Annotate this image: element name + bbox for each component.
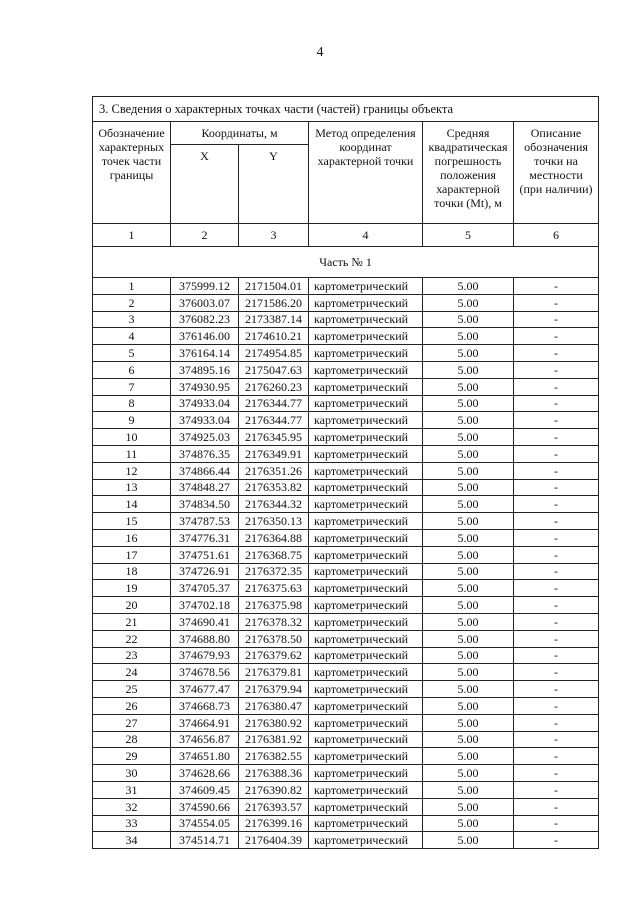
accuracy-cell: 5.00 [423,395,514,412]
y-coordinate-cell: 2176379.62 [239,647,309,664]
method-cell: картометрический [309,815,423,832]
method-cell: картометрический [309,395,423,412]
point-number-cell: 29 [93,748,171,765]
y-coordinate-cell: 2176388.36 [239,765,309,782]
accuracy-cell: 5.00 [423,529,514,546]
y-coordinate-cell: 2171586.20 [239,294,309,311]
page-number: 4 [316,45,324,60]
table-row [93,714,599,731]
table-row [93,798,599,815]
point-number-cell: 3 [93,311,171,328]
section-title: 3. Сведения о характерных точках части (частей) границы объекта [93,97,599,122]
header-point-designation: Обозначение характерных точек части границы [93,122,171,224]
method-cell: картометрический [309,529,423,546]
method-cell: картометрический [309,513,423,530]
accuracy-cell: 5.00 [423,513,514,530]
table-row [93,697,599,714]
description-cell: - [514,647,599,664]
x-coordinate-cell: 374933.04 [171,395,239,412]
column-number: 5 [423,224,514,247]
point-number-cell: 24 [93,664,171,681]
column-number: 2 [171,224,239,247]
y-coordinate-cell: 2176353.82 [239,479,309,496]
description-cell: - [514,597,599,614]
boundary-points-table [92,96,599,849]
x-coordinate-cell: 374895.16 [171,361,239,378]
table-row [93,580,599,597]
method-cell: картометрический [309,832,423,849]
y-coordinate-cell: 2176378.32 [239,613,309,630]
y-coordinate-cell: 2176380.92 [239,714,309,731]
description-cell: - [514,546,599,563]
method-cell: картометрический [309,412,423,429]
column-number: 4 [309,224,423,247]
point-number-cell: 4 [93,328,171,345]
y-coordinate-cell: 2176344.77 [239,412,309,429]
accuracy-cell: 5.00 [423,311,514,328]
accuracy-cell: 5.00 [423,731,514,748]
y-coordinate-cell: 2176375.63 [239,580,309,597]
accuracy-cell: 5.00 [423,798,514,815]
header-method: Метод определения координат характерной точки [309,122,423,224]
x-coordinate-cell: 374925.03 [171,429,239,446]
x-coordinate-cell: 376082.23 [171,311,239,328]
accuracy-cell: 5.00 [423,748,514,765]
table-row [93,748,599,765]
table-row [93,395,599,412]
x-coordinate-cell: 374933.04 [171,412,239,429]
x-coordinate-cell: 374848.27 [171,479,239,496]
description-cell: - [514,563,599,580]
table-row [93,412,599,429]
x-coordinate-cell: 374664.91 [171,714,239,731]
description-cell: - [514,697,599,714]
column-number: 3 [239,224,309,247]
point-number-cell: 21 [93,613,171,630]
table-row [93,647,599,664]
y-coordinate-cell: 2176260.23 [239,378,309,395]
method-cell: картометрический [309,445,423,462]
table-row [93,513,599,530]
accuracy-cell: 5.00 [423,580,514,597]
point-number-cell: 27 [93,714,171,731]
header-x: X [171,145,239,224]
x-coordinate-cell: 376164.14 [171,345,239,362]
method-cell: картометрический [309,630,423,647]
method-cell: картометрический [309,613,423,630]
x-coordinate-cell: 375999.12 [171,278,239,295]
accuracy-cell: 5.00 [423,378,514,395]
point-number-cell: 19 [93,580,171,597]
method-cell: картометрический [309,462,423,479]
point-number-cell: 1 [93,278,171,295]
point-number-cell: 25 [93,681,171,698]
accuracy-cell: 5.00 [423,765,514,782]
description-cell: - [514,748,599,765]
x-coordinate-cell: 374651.80 [171,748,239,765]
y-coordinate-cell: 2176349.91 [239,445,309,462]
method-cell: картометрический [309,697,423,714]
method-cell: картометрический [309,345,423,362]
table-row [93,664,599,681]
x-coordinate-cell: 374679.93 [171,647,239,664]
point-number-cell: 11 [93,445,171,462]
header-accuracy: Средняя квадратическая погрешность положения характерной точки (Mt), м [423,122,514,224]
method-cell: картометрический [309,664,423,681]
method-cell: картометрический [309,546,423,563]
table-row [93,630,599,647]
description-cell: - [514,294,599,311]
point-number-cell: 26 [93,697,171,714]
table-row [93,765,599,782]
x-coordinate-cell: 376003.07 [171,294,239,311]
method-cell: картометрический [309,798,423,815]
description-cell: - [514,832,599,849]
y-coordinate-cell: 2176379.81 [239,664,309,681]
point-number-cell: 33 [93,815,171,832]
column-number: 1 [93,224,171,247]
x-coordinate-cell: 374628.66 [171,765,239,782]
accuracy-cell: 5.00 [423,445,514,462]
x-coordinate-cell: 374690.41 [171,613,239,630]
description-cell: - [514,395,599,412]
description-cell: - [514,798,599,815]
accuracy-cell: 5.00 [423,546,514,563]
point-number-cell: 5 [93,345,171,362]
point-number-cell: 17 [93,546,171,563]
y-coordinate-cell: 2176375.98 [239,597,309,614]
table-row [93,328,599,345]
y-coordinate-cell: 2173387.14 [239,311,309,328]
method-cell: картометрический [309,328,423,345]
method-cell: картометрический [309,731,423,748]
method-cell: картометрический [309,429,423,446]
y-coordinate-cell: 2176344.32 [239,496,309,513]
accuracy-cell: 5.00 [423,563,514,580]
table-row [93,445,599,462]
table-row [93,781,599,798]
x-coordinate-cell: 374702.18 [171,597,239,614]
accuracy-cell: 5.00 [423,647,514,664]
point-number-cell: 18 [93,563,171,580]
accuracy-cell: 5.00 [423,664,514,681]
table-row [93,832,599,849]
x-coordinate-cell: 374726.91 [171,563,239,580]
y-coordinate-cell: 2176345.95 [239,429,309,446]
description-cell: - [514,513,599,530]
y-coordinate-cell: 2176364.88 [239,529,309,546]
table-row [93,731,599,748]
accuracy-cell: 5.00 [423,697,514,714]
x-coordinate-cell: 374787.53 [171,513,239,530]
point-number-cell: 9 [93,412,171,429]
x-coordinate-cell: 374678.56 [171,664,239,681]
description-cell: - [514,765,599,782]
y-coordinate-cell: 2176368.75 [239,546,309,563]
y-coordinate-cell: 2176379.94 [239,681,309,698]
description-cell: - [514,781,599,798]
accuracy-cell: 5.00 [423,429,514,446]
description-cell: - [514,529,599,546]
accuracy-cell: 5.00 [423,479,514,496]
method-cell: картометрический [309,311,423,328]
accuracy-cell: 5.00 [423,294,514,311]
description-cell: - [514,462,599,479]
table-row [93,429,599,446]
accuracy-cell: 5.00 [423,832,514,849]
table-row [93,563,599,580]
description-cell: - [514,630,599,647]
point-number-cell: 14 [93,496,171,513]
accuracy-cell: 5.00 [423,630,514,647]
accuracy-cell: 5.00 [423,597,514,614]
description-cell: - [514,714,599,731]
accuracy-cell: 5.00 [423,278,514,295]
method-cell: картометрический [309,294,423,311]
y-coordinate-cell: 2176350.13 [239,513,309,530]
x-coordinate-cell: 374705.37 [171,580,239,597]
table-row [93,681,599,698]
description-cell: - [514,311,599,328]
x-coordinate-cell: 374688.80 [171,630,239,647]
point-number-cell: 20 [93,597,171,614]
method-cell: картометрический [309,714,423,731]
point-number-cell: 13 [93,479,171,496]
method-cell: картометрический [309,748,423,765]
x-coordinate-cell: 374668.73 [171,697,239,714]
point-number-cell: 23 [93,647,171,664]
x-coordinate-cell: 374590.66 [171,798,239,815]
description-cell: - [514,496,599,513]
y-coordinate-cell: 2176381.92 [239,731,309,748]
x-coordinate-cell: 374876.35 [171,445,239,462]
point-number-cell: 22 [93,630,171,647]
table-row [93,345,599,362]
column-number: 6 [514,224,599,247]
table-row [93,479,599,496]
accuracy-cell: 5.00 [423,496,514,513]
table-row [93,815,599,832]
y-coordinate-cell: 2176372.35 [239,563,309,580]
table-row [93,361,599,378]
table-row [93,311,599,328]
accuracy-cell: 5.00 [423,815,514,832]
accuracy-cell: 5.00 [423,412,514,429]
method-cell: картометрический [309,278,423,295]
point-number-cell: 31 [93,781,171,798]
table-row [93,278,599,295]
y-coordinate-cell: 2176351.26 [239,462,309,479]
accuracy-cell: 5.00 [423,361,514,378]
method-cell: картометрический [309,765,423,782]
x-coordinate-cell: 374834.50 [171,496,239,513]
accuracy-cell: 5.00 [423,714,514,731]
description-cell: - [514,345,599,362]
y-coordinate-cell: 2176393.57 [239,798,309,815]
method-cell: картометрический [309,580,423,597]
y-coordinate-cell: 2174610.21 [239,328,309,345]
point-number-cell: 16 [93,529,171,546]
y-coordinate-cell: 2174954.85 [239,345,309,362]
table-row [93,462,599,479]
description-cell: - [514,328,599,345]
method-cell: картометрический [309,681,423,698]
method-cell: картометрический [309,496,423,513]
accuracy-cell: 5.00 [423,781,514,798]
point-number-cell: 32 [93,798,171,815]
description-cell: - [514,361,599,378]
x-coordinate-cell: 374866.44 [171,462,239,479]
y-coordinate-cell: 2175047.63 [239,361,309,378]
accuracy-cell: 5.00 [423,462,514,479]
description-cell: - [514,664,599,681]
description-cell: - [514,613,599,630]
x-coordinate-cell: 374554.05 [171,815,239,832]
point-number-cell: 10 [93,429,171,446]
accuracy-cell: 5.00 [423,613,514,630]
header-coordinates: Координаты, м [171,122,309,145]
x-coordinate-cell: 374930.95 [171,378,239,395]
method-cell: картометрический [309,378,423,395]
header-description: Описание обозначения точки на местности (при наличии) [514,122,599,224]
x-coordinate-cell: 374751.61 [171,546,239,563]
x-coordinate-cell: 374609.45 [171,781,239,798]
method-cell: картометрический [309,647,423,664]
method-cell: картометрический [309,361,423,378]
point-number-cell: 34 [93,832,171,849]
part-label: Часть № 1 [93,247,599,278]
point-number-cell: 30 [93,765,171,782]
x-coordinate-cell: 374514.71 [171,832,239,849]
y-coordinate-cell: 2176404.39 [239,832,309,849]
description-cell: - [514,815,599,832]
point-number-cell: 28 [93,731,171,748]
x-coordinate-cell: 374776.31 [171,529,239,546]
table-row [93,529,599,546]
y-coordinate-cell: 2176344.77 [239,395,309,412]
accuracy-cell: 5.00 [423,681,514,698]
accuracy-cell: 5.00 [423,345,514,362]
table-row [93,378,599,395]
point-number-cell: 15 [93,513,171,530]
x-coordinate-cell: 374677.47 [171,681,239,698]
description-cell: - [514,580,599,597]
description-cell: - [514,479,599,496]
y-coordinate-cell: 2171504.01 [239,278,309,295]
table-row [93,597,599,614]
table-row [93,294,599,311]
description-cell: - [514,412,599,429]
method-cell: картометрический [309,781,423,798]
header-y: Y [239,145,309,224]
y-coordinate-cell: 2176390.82 [239,781,309,798]
description-cell: - [514,681,599,698]
point-number-cell: 7 [93,378,171,395]
table-row [93,496,599,513]
y-coordinate-cell: 2176380.47 [239,697,309,714]
method-cell: картометрический [309,563,423,580]
table-row [93,546,599,563]
method-cell: картометрический [309,597,423,614]
point-number-cell: 2 [93,294,171,311]
y-coordinate-cell: 2176378.50 [239,630,309,647]
method-cell: картометрический [309,479,423,496]
x-coordinate-cell: 376146.00 [171,328,239,345]
y-coordinate-cell: 2176382.55 [239,748,309,765]
y-coordinate-cell: 2176399.16 [239,815,309,832]
description-cell: - [514,378,599,395]
accuracy-cell: 5.00 [423,328,514,345]
description-cell: - [514,429,599,446]
description-cell: - [514,445,599,462]
point-number-cell: 12 [93,462,171,479]
x-coordinate-cell: 374656.87 [171,731,239,748]
description-cell: - [514,278,599,295]
description-cell: - [514,731,599,748]
point-number-cell: 6 [93,361,171,378]
table-row [93,613,599,630]
point-number-cell: 8 [93,395,171,412]
